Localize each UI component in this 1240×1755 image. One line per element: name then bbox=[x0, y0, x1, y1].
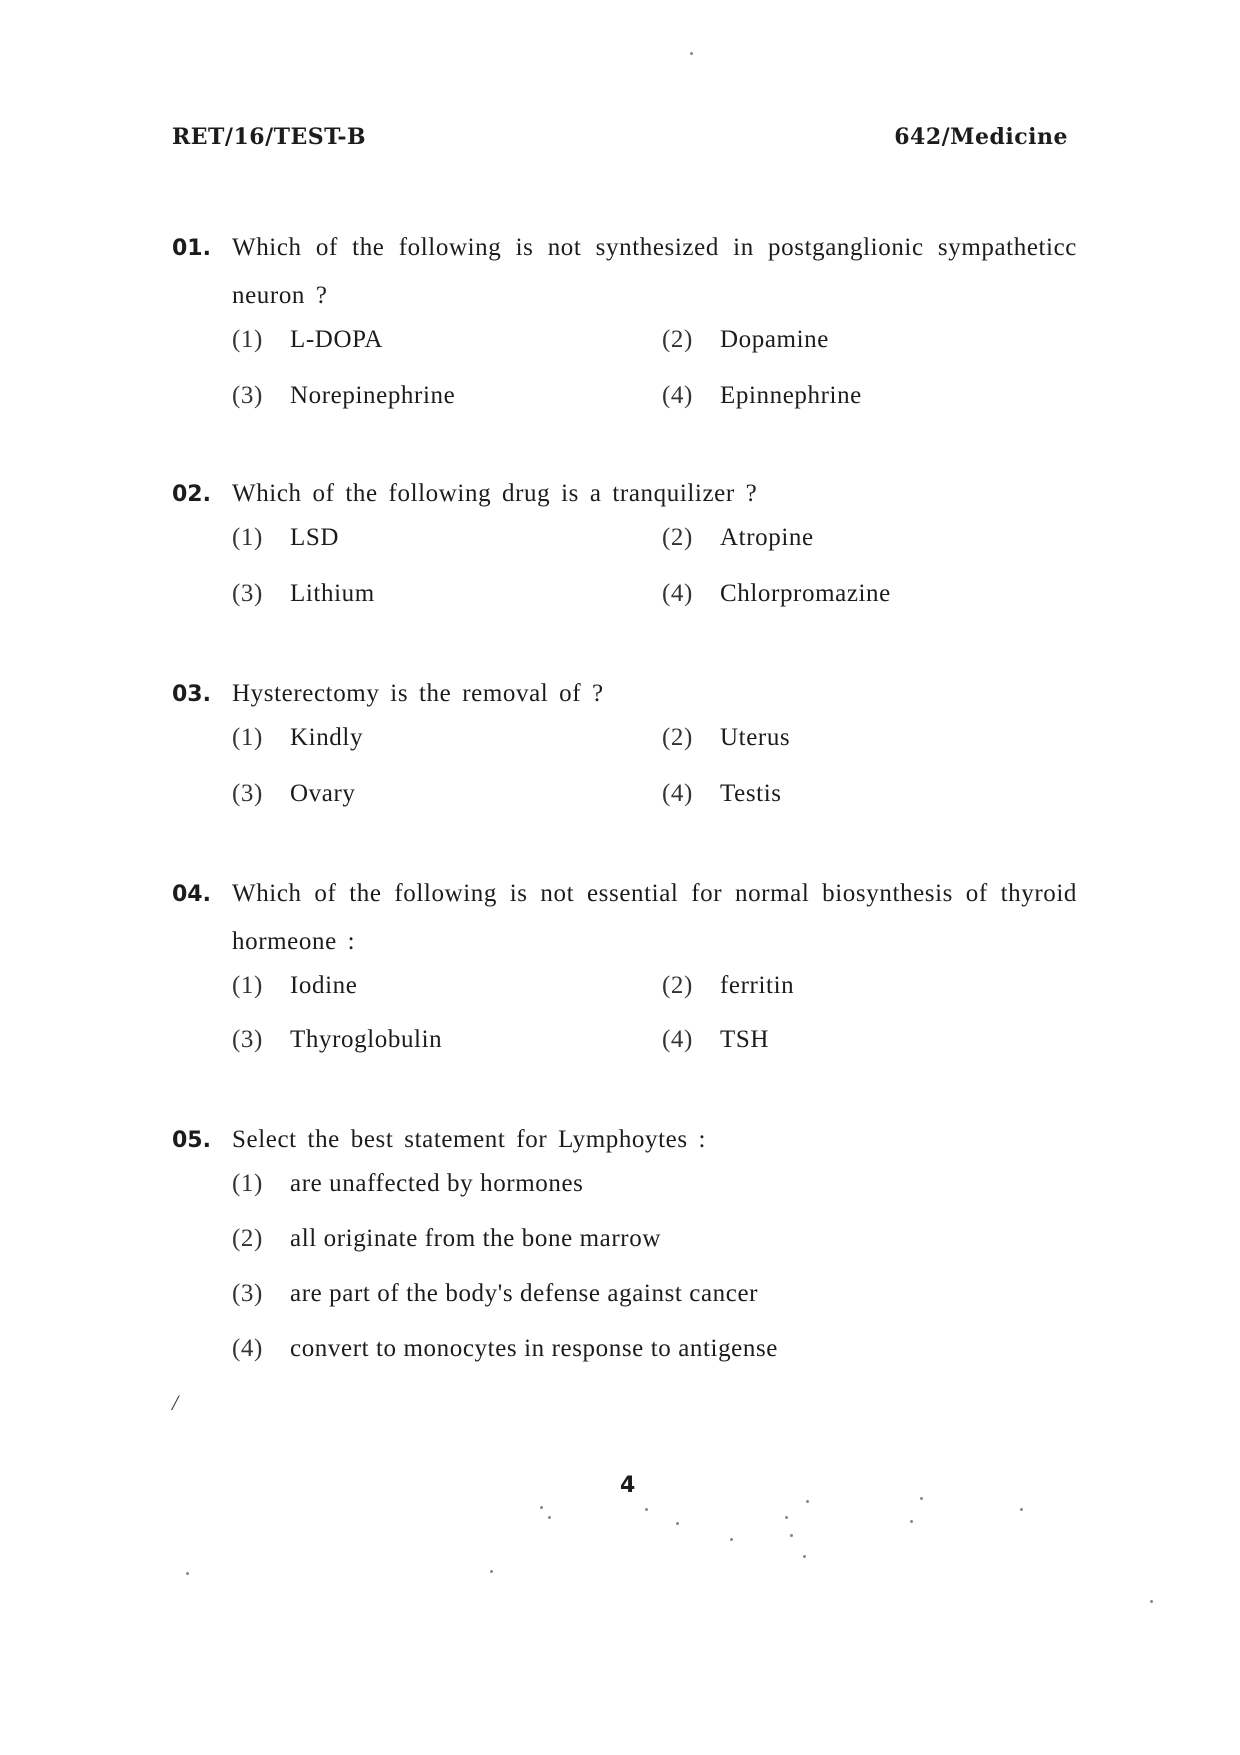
option-number: (2) bbox=[662, 724, 693, 751]
speck bbox=[1020, 1508, 1023, 1511]
option-number: (1) bbox=[232, 326, 263, 353]
speck bbox=[548, 1516, 551, 1519]
option-text: are part of the body's defense against cancer bbox=[290, 1280, 759, 1307]
question-04 bbox=[172, 882, 1077, 1082]
option-text: all originate from the bone marrow bbox=[290, 1225, 661, 1252]
question-text: Which of the following is not synthesized in postganglionic sympatheticc neuron ? bbox=[232, 234, 1077, 309]
option-text: are unaffected by hormones bbox=[290, 1170, 584, 1197]
question-number: 02. bbox=[172, 482, 211, 507]
question-number: 01. bbox=[172, 236, 211, 261]
speck bbox=[645, 1508, 648, 1511]
speck bbox=[490, 1570, 493, 1573]
question-number: 05. bbox=[172, 1128, 211, 1153]
option-number: (3) bbox=[232, 1280, 263, 1307]
option-text: Uterus bbox=[720, 724, 791, 751]
option-text: Iodine bbox=[290, 972, 358, 999]
speck bbox=[676, 1522, 679, 1525]
option-1 bbox=[232, 1170, 584, 1198]
option-1 bbox=[232, 524, 339, 552]
option-3 bbox=[232, 580, 375, 608]
speck bbox=[806, 1500, 809, 1503]
subject-code: 642/Medicine bbox=[894, 124, 1068, 150]
exam-code: RET/16/TEST-B bbox=[172, 124, 367, 150]
option-text: Lithium bbox=[290, 580, 375, 607]
option-number: (4) bbox=[232, 1335, 263, 1362]
option-number: (1) bbox=[232, 724, 263, 751]
option-1 bbox=[232, 326, 383, 354]
speck bbox=[186, 1572, 189, 1575]
speck bbox=[1150, 1600, 1153, 1603]
speck bbox=[730, 1538, 733, 1541]
option-grid bbox=[232, 524, 1077, 634]
option-number: (1) bbox=[232, 972, 263, 999]
option-number: (4) bbox=[662, 382, 693, 409]
option-grid bbox=[232, 972, 1077, 1082]
option-text: Chlorpromazine bbox=[720, 580, 891, 607]
option-text: Norepinephrine bbox=[290, 382, 456, 409]
margin-mark: / bbox=[172, 1390, 179, 1415]
speck bbox=[540, 1506, 543, 1509]
question-text: Hysterectomy is the removal of ? bbox=[232, 680, 604, 707]
option-1 bbox=[232, 972, 357, 1000]
option-number: (1) bbox=[232, 1170, 263, 1197]
option-text: Kindly bbox=[290, 724, 364, 751]
option-4 bbox=[232, 1335, 778, 1363]
option-text: TSH bbox=[720, 1026, 770, 1053]
question-number: 03. bbox=[172, 682, 211, 707]
option-number: (4) bbox=[662, 1026, 693, 1053]
option-3 bbox=[232, 1280, 758, 1308]
option-2 bbox=[662, 326, 829, 354]
option-2 bbox=[232, 1225, 661, 1253]
option-text: LSD bbox=[290, 524, 340, 551]
option-2 bbox=[662, 724, 790, 752]
speck bbox=[690, 52, 693, 55]
option-text: convert to monocytes in response to antigense bbox=[290, 1335, 778, 1362]
option-2 bbox=[662, 972, 794, 1000]
option-text: Dopamine bbox=[720, 326, 829, 353]
option-text: Atropine bbox=[720, 524, 814, 551]
speck bbox=[920, 1497, 923, 1500]
option-text: Testis bbox=[720, 780, 782, 807]
option-number: (1) bbox=[232, 524, 263, 551]
option-4 bbox=[662, 580, 891, 608]
option-number: (2) bbox=[662, 326, 693, 353]
page-number: 4 bbox=[620, 1473, 636, 1498]
option-4 bbox=[662, 780, 782, 808]
option-number: (2) bbox=[662, 972, 693, 999]
question-text: Select the best statement for Lymphoytes : bbox=[232, 1126, 707, 1153]
question-number: 04. bbox=[172, 882, 211, 907]
option-number: (3) bbox=[232, 382, 263, 409]
option-text: Thyroglobulin bbox=[290, 1026, 443, 1053]
option-number: (4) bbox=[662, 780, 693, 807]
option-3 bbox=[232, 1026, 442, 1054]
question-01 bbox=[172, 236, 1077, 436]
option-number: (4) bbox=[662, 580, 693, 607]
option-2 bbox=[662, 524, 814, 552]
option-text: Epinnephrine bbox=[720, 382, 862, 409]
option-text: L-DOPA bbox=[290, 326, 383, 353]
option-text: Ovary bbox=[290, 780, 356, 807]
option-number: (2) bbox=[232, 1225, 263, 1252]
option-text: ferritin bbox=[720, 972, 795, 999]
option-1 bbox=[232, 724, 363, 752]
option-grid bbox=[232, 326, 1077, 436]
speck bbox=[910, 1520, 913, 1523]
option-list bbox=[232, 1170, 1077, 1390]
question-02 bbox=[172, 482, 1077, 634]
option-number: (3) bbox=[232, 1026, 263, 1053]
option-number: (3) bbox=[232, 580, 263, 607]
option-number: (3) bbox=[232, 780, 263, 807]
option-grid bbox=[232, 724, 1077, 834]
question-text: Which of the following is not essential for normal biosynthesis of thyroid hormeone : bbox=[232, 880, 1077, 955]
speck bbox=[803, 1555, 806, 1558]
option-4 bbox=[662, 1026, 769, 1054]
option-4 bbox=[662, 382, 862, 410]
question-text: Which of the following drug is a tranquilizer ? bbox=[232, 480, 758, 507]
option-number: (2) bbox=[662, 524, 693, 551]
speck bbox=[785, 1516, 788, 1519]
question-05 bbox=[172, 1128, 1077, 1390]
question-03 bbox=[172, 682, 1077, 834]
speck bbox=[790, 1534, 793, 1537]
option-3 bbox=[232, 780, 355, 808]
option-3 bbox=[232, 382, 455, 410]
